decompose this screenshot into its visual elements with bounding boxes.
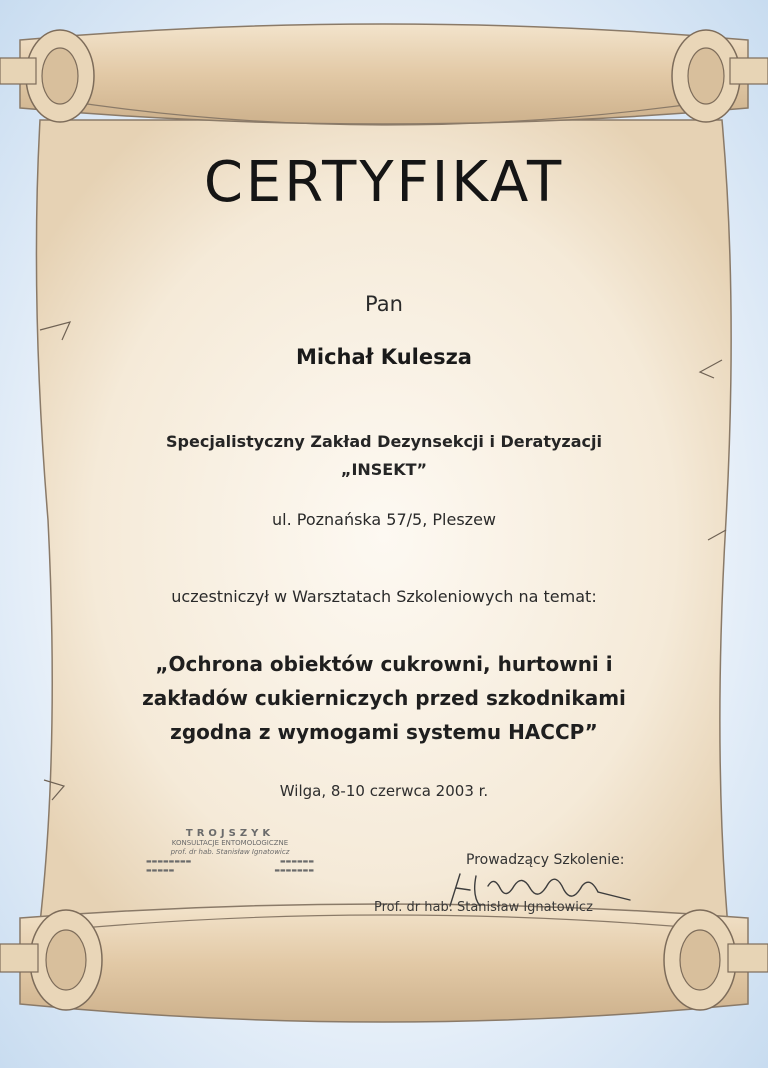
stamp-fine-print: ▬▬▬▬▬▬▬▬ ▬▬▬▬▬▬ [146, 858, 314, 865]
company-description: Specjalistyczny Zakład Dezynsekcji i Deratyzacji [166, 432, 602, 451]
certificate-title: CERTYFIKAT [203, 150, 565, 215]
instructor-label: Prowadzący Szkolenie: [466, 852, 625, 868]
stamp-line-2: prof. dr hab. Stanisław Ignatowicz [170, 848, 290, 856]
company-address: ul. Poznańska 57/5, Pleszew [271, 510, 497, 529]
topic-line-2: zakładów cukierniczych przed szkodnikami [142, 686, 626, 710]
recipient-name: Michał Kulesza [296, 345, 472, 369]
place-and-date: Wilga, 8-10 czerwca 2003 r. [279, 782, 489, 800]
company-name: „INSEKT” [340, 460, 428, 479]
topic-line-3: zgodna z wymogami systemu HACCP” [170, 720, 598, 744]
stamp-line-1: KONSULTACJE ENTOMOLOGICZNE [171, 839, 289, 847]
instructor-name: Prof. dr hab. Stanisław Ignatowicz [374, 900, 593, 915]
stamp-fine-print-2: ▬▬▬▬▬ ▬▬▬▬▬▬▬ [146, 867, 314, 874]
participation-text: uczestniczył w Warsztatach Szkoleniowych na temat: [171, 587, 597, 606]
salutation: Pan [365, 292, 403, 316]
topic-line-1: „Ochrona obiektów cukrowni, hurtowni i [155, 652, 613, 676]
company-stamp [140, 828, 320, 875]
stamp-title: TROJSZYK [185, 828, 275, 839]
